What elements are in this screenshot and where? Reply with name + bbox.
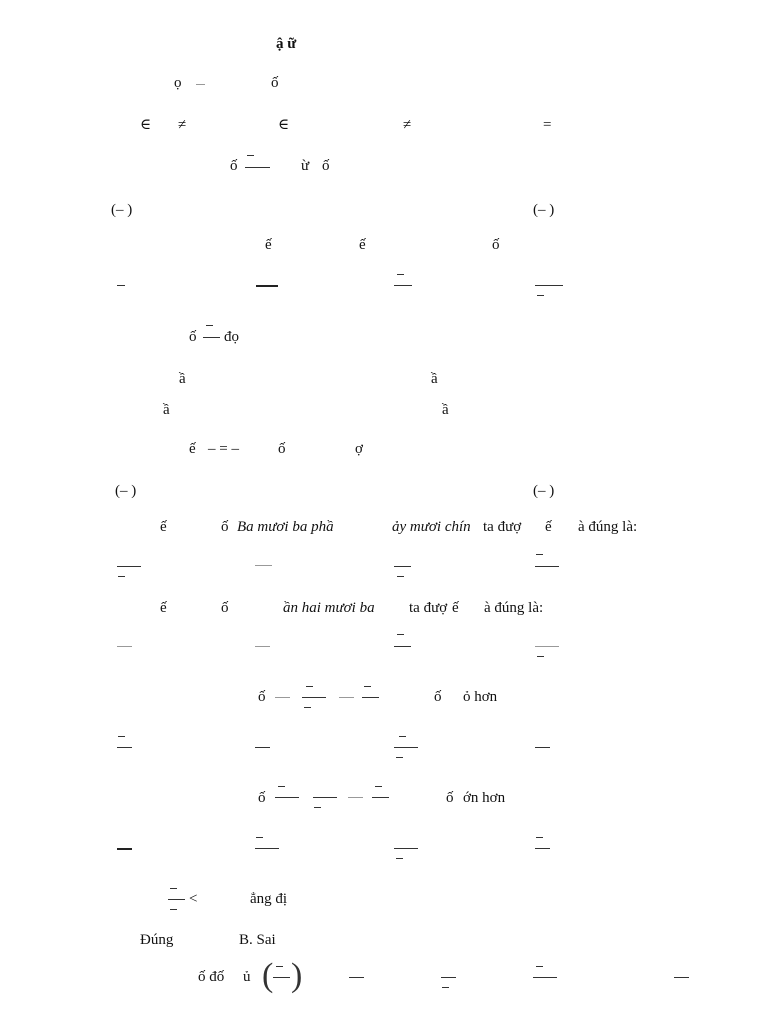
fraction-bar (313, 797, 337, 798)
fraction-bar (273, 977, 290, 978)
question-phrase: ần hai mươi ba (283, 600, 375, 616)
option-c-fraction-bar (394, 566, 411, 567)
answer-bracket: (– ) (111, 202, 133, 218)
text-fragment: ố (322, 158, 330, 174)
text-fragment: ầ (179, 371, 186, 387)
fraction-denominator-bar (170, 909, 177, 910)
option-a-fraction-bar (117, 285, 125, 286)
question-phrase: ảy mươi chín (392, 519, 471, 535)
option-d-denominator-bar (537, 295, 544, 296)
fraction-bar (302, 697, 326, 698)
option-d-numerator-bar (536, 837, 543, 838)
fraction-bar (168, 899, 185, 900)
text-fragment: ố (258, 790, 266, 806)
text-fragment: ủ (243, 969, 251, 985)
text-fragment: à đúng là: (484, 600, 544, 616)
fraction-numerator-bar (375, 786, 382, 787)
text-fragment: ầ (431, 371, 438, 387)
option-d-fraction-bar (535, 747, 550, 748)
text-fragment: ố (258, 689, 266, 705)
option-c-numerator-bar (536, 966, 543, 967)
text-fragment: ớn hơn (463, 790, 506, 806)
question-phrase: Ba mươi ba phầ (237, 519, 334, 535)
option-c-fraction-bar (394, 848, 418, 849)
equals-symbol: = (543, 117, 552, 133)
fraction-bar (372, 797, 389, 798)
option-a-fraction-bar (117, 566, 141, 567)
fraction-denominator-bar (304, 707, 311, 708)
fraction-numerator-bar (276, 966, 283, 967)
fraction-bar (275, 797, 299, 798)
fraction-numerator-bar (278, 786, 285, 787)
answer-bracket: (– ) (533, 483, 555, 499)
option-a-fraction-bar (117, 848, 132, 850)
option-c-denominator-bar (396, 858, 403, 859)
not-equal-symbol: ≠ (403, 117, 412, 133)
fraction-bar (203, 337, 220, 338)
page-title: ậ ữ (276, 36, 297, 52)
fraction-numerator-bar (170, 888, 177, 889)
fraction-bar (348, 797, 363, 798)
text-fragment: ố (230, 158, 238, 174)
option-d-fraction-bar (535, 566, 559, 567)
fraction-numerator-bar (364, 686, 371, 687)
fraction-bar (339, 697, 354, 698)
option-a-fraction-bar (117, 747, 132, 748)
option-b-numerator-bar (256, 837, 263, 838)
option-c-fraction-bar (394, 646, 411, 647)
option-d-numerator-bar (536, 554, 543, 555)
minus-sign (196, 84, 205, 85)
text-fragment: ợ (355, 441, 363, 457)
text-fragment: ố (189, 329, 197, 345)
text-fragment: ố (221, 519, 229, 535)
fraction-denominator-bar (314, 807, 321, 808)
text-fragment: ừ (301, 158, 310, 174)
left-parenthesis: ( (262, 957, 274, 994)
option-b-fraction-bar (255, 646, 270, 647)
text-fragment: ố đố (198, 969, 225, 985)
option-b-fraction-bar (255, 565, 272, 566)
option-c-numerator-bar (397, 634, 404, 635)
fraction-numerator-bar (206, 325, 213, 326)
element-of-symbol: ∈ (278, 117, 290, 133)
option-b-fraction-bar (255, 747, 270, 748)
answer-option-false: B. Sai (239, 932, 276, 948)
option-a-numerator-bar (118, 736, 125, 737)
option-d-fraction-bar (535, 285, 563, 286)
option-d-denominator-bar (537, 656, 544, 657)
option-a-fraction-bar (349, 977, 364, 978)
element-of-symbol: ∈ (140, 117, 152, 133)
text-fragment: ố (271, 75, 279, 91)
text-fragment: đọ (224, 329, 239, 345)
option-c-numerator-bar (399, 736, 406, 737)
fraction-bar (275, 697, 290, 698)
option-c-denominator-bar (397, 576, 404, 577)
option-b-denominator-bar (442, 987, 449, 988)
option-a-denominator-bar (118, 576, 125, 577)
text-fragment: ố (278, 441, 286, 457)
text-fragment: ỏ hơn (463, 689, 498, 705)
fraction-bar (362, 697, 379, 698)
right-parenthesis: ) (291, 957, 303, 994)
option-c-fraction-bar (533, 977, 557, 978)
equation-fragment: – = – (208, 441, 239, 457)
option-d-fraction-bar (674, 977, 689, 978)
option-d-fraction-bar (535, 646, 559, 647)
text-fragment: ầ (163, 402, 170, 418)
text-fragment: ố (221, 600, 229, 616)
fraction-bar (245, 167, 270, 168)
text-fragment: ẳng đị (250, 891, 288, 907)
fraction-numerator-bar (247, 155, 254, 156)
less-than-symbol: < (189, 891, 198, 907)
answer-bracket: (– ) (533, 202, 555, 218)
text-fragment: ế (160, 519, 167, 535)
text-fragment: ầ (442, 402, 449, 418)
text-fragment: ế (452, 600, 459, 616)
option-b-fraction-bar (256, 285, 278, 287)
answer-bracket: (– ) (115, 483, 137, 499)
option-c-numerator-bar (397, 274, 404, 275)
not-equal-symbol: ≠ (178, 117, 187, 133)
answer-option-true: Đúng (140, 932, 174, 948)
text-fragment: ế (359, 237, 366, 253)
text-fragment: ế (545, 519, 552, 535)
option-a-fraction-bar (117, 646, 132, 647)
text-fragment: ố (492, 237, 500, 253)
text-fragment: ố (434, 689, 442, 705)
option-b-fraction-bar (441, 977, 456, 978)
text-fragment: ố (446, 790, 454, 806)
option-c-denominator-bar (396, 757, 403, 758)
text-fragment: ta đượ (409, 600, 448, 616)
text-fragment: ta đượ (483, 519, 522, 535)
option-c-fraction-bar (394, 747, 418, 748)
text-fragment: à đúng là: (578, 519, 638, 535)
option-b-fraction-bar (255, 848, 279, 849)
option-d-fraction-bar (535, 848, 550, 849)
text-fragment: ế (160, 600, 167, 616)
text-fragment: ọ (174, 75, 182, 91)
text-fragment: ế (265, 237, 272, 253)
fraction-numerator-bar (306, 686, 313, 687)
option-c-fraction-bar (394, 285, 412, 286)
text-fragment: ế (189, 441, 196, 457)
